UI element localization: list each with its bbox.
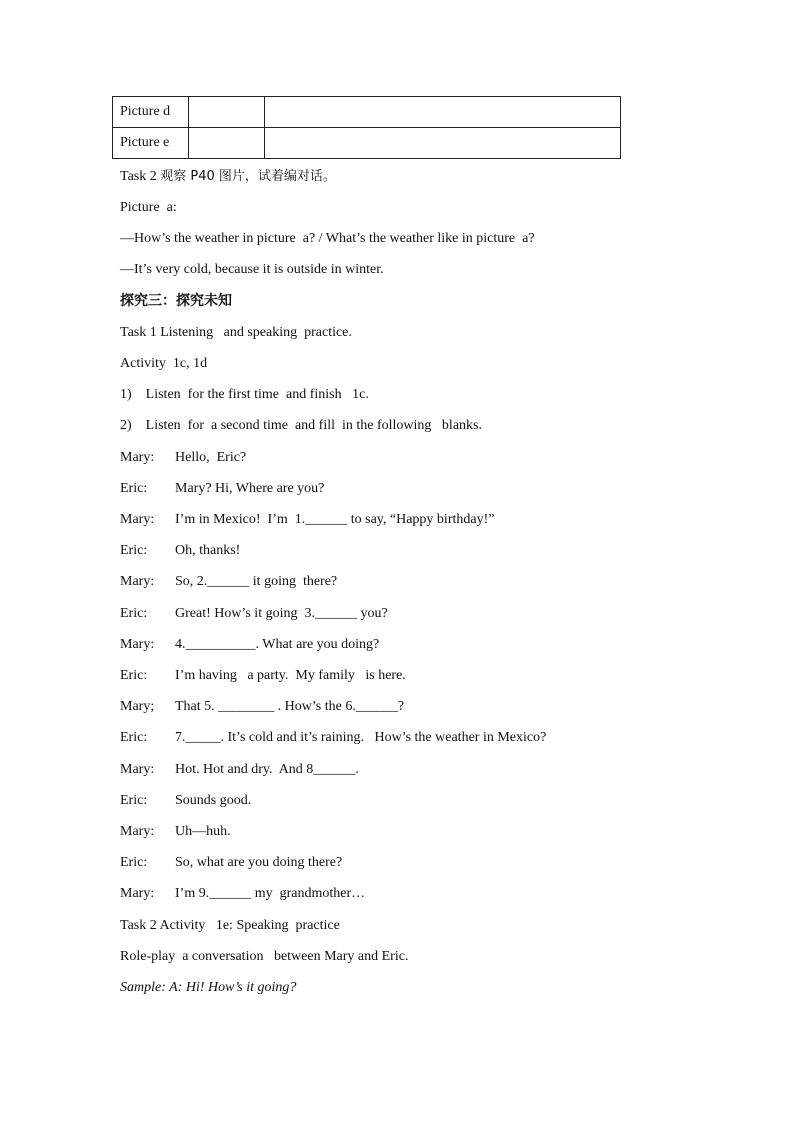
speaker: Eric: [120, 481, 148, 496]
utterance: So, 2.______ it going there? [175, 574, 338, 589]
table-cell-label: Picture e [113, 128, 189, 159]
dialogue-line [120, 511, 494, 529]
table-cell-blank [189, 128, 265, 159]
utterance: Sounds good. [175, 793, 252, 808]
utterance: I’m having a party. My family is here. [175, 668, 406, 683]
dialogue-line [120, 542, 240, 560]
pictures-table [112, 96, 621, 159]
utterance: Hot. Hot and dry. And 8______. [175, 762, 359, 777]
picture-a-label: Picture a: [120, 200, 177, 215]
roleplay-instruction: Role-play a conversation between Mary and Eric. [120, 949, 409, 964]
dialogue-line [120, 480, 324, 498]
task2-observe-line [120, 168, 336, 186]
dialogue-line [120, 729, 546, 747]
activity-label: Activity 1c, 1d [120, 356, 208, 371]
dialogue-line [120, 885, 365, 903]
utterance: So, what are you doing there? [175, 855, 343, 870]
utterance: Mary? Hi, Where are you? [175, 481, 325, 496]
speaker: Mary: [120, 762, 155, 777]
task2-instruction: 观察 P40 图片，试着编对话。 [160, 169, 336, 184]
table-cell-label: Picture d [113, 97, 189, 128]
step-2: 2) Listen for a second time and fill in the following blanks. [120, 418, 482, 433]
speaker: Mary: [120, 512, 155, 527]
dialogue-line [120, 854, 342, 872]
dialogue-line [120, 605, 388, 623]
utterance: I’m in Mexico! I’m 1.______ to say, “Happy birthday!” [175, 512, 495, 527]
speaker: Mary: [120, 637, 155, 652]
task2-activity-title: Task 2 Activity 1e: Speaking practice [120, 918, 340, 933]
dialogue-line [120, 449, 246, 467]
table-row [113, 97, 621, 128]
speaker: Eric: [120, 793, 148, 808]
utterance: That 5. ________ . How’s the 6.______? [175, 699, 405, 714]
table-cell-blank [265, 128, 621, 159]
utterance: 7._____. It’s cold and it’s raining. How’s the weather in Mexico? [175, 730, 547, 745]
speaker: Eric: [120, 855, 148, 870]
utterance: Uh—huh. [175, 824, 231, 839]
dialogue-line [120, 823, 231, 841]
answer-line: —It’s very cold, because it is outside in winter. [120, 262, 384, 277]
dialogue-line [120, 573, 337, 591]
speaker: Eric: [120, 606, 148, 621]
speaker: Mary; [120, 699, 155, 714]
utterance: Oh, thanks! [175, 543, 241, 558]
speaker: Eric: [120, 730, 148, 745]
section-heading: 探究三：探究未知 [120, 293, 232, 309]
dialogue-line [120, 761, 359, 779]
dialogue-line [120, 792, 251, 810]
dialogue-line [120, 667, 406, 685]
dialogue-line [120, 636, 379, 654]
task2-prefix: Task 2 [120, 169, 161, 184]
speaker: Eric: [120, 668, 148, 683]
table-cell-blank [265, 97, 621, 128]
question-line: —How’s the weather in picture a? / What’s the weather like in picture a? [120, 231, 535, 246]
utterance: 4.__________. What are you doing? [175, 637, 380, 652]
sample-dialogue: Sample: A: Hi! How’s it going? [120, 980, 297, 995]
speaker: Eric: [120, 543, 148, 558]
utterance: Hello, Eric? [175, 450, 247, 465]
task1-title: Task 1 Listening and speaking practice. [120, 325, 352, 340]
utterance: I’m 9.______ my grandmother… [175, 886, 366, 901]
speaker: Mary: [120, 824, 155, 839]
speaker: Mary: [120, 574, 155, 589]
table-cell-blank [189, 97, 265, 128]
utterance: Great! How’s it going 3.______ you? [175, 606, 388, 621]
speaker: Mary: [120, 450, 155, 465]
dialogue-line [120, 698, 404, 716]
speaker: Mary: [120, 886, 155, 901]
step-1: 1) Listen for the first time and finish 1c. [120, 387, 369, 402]
table-row [113, 128, 621, 159]
